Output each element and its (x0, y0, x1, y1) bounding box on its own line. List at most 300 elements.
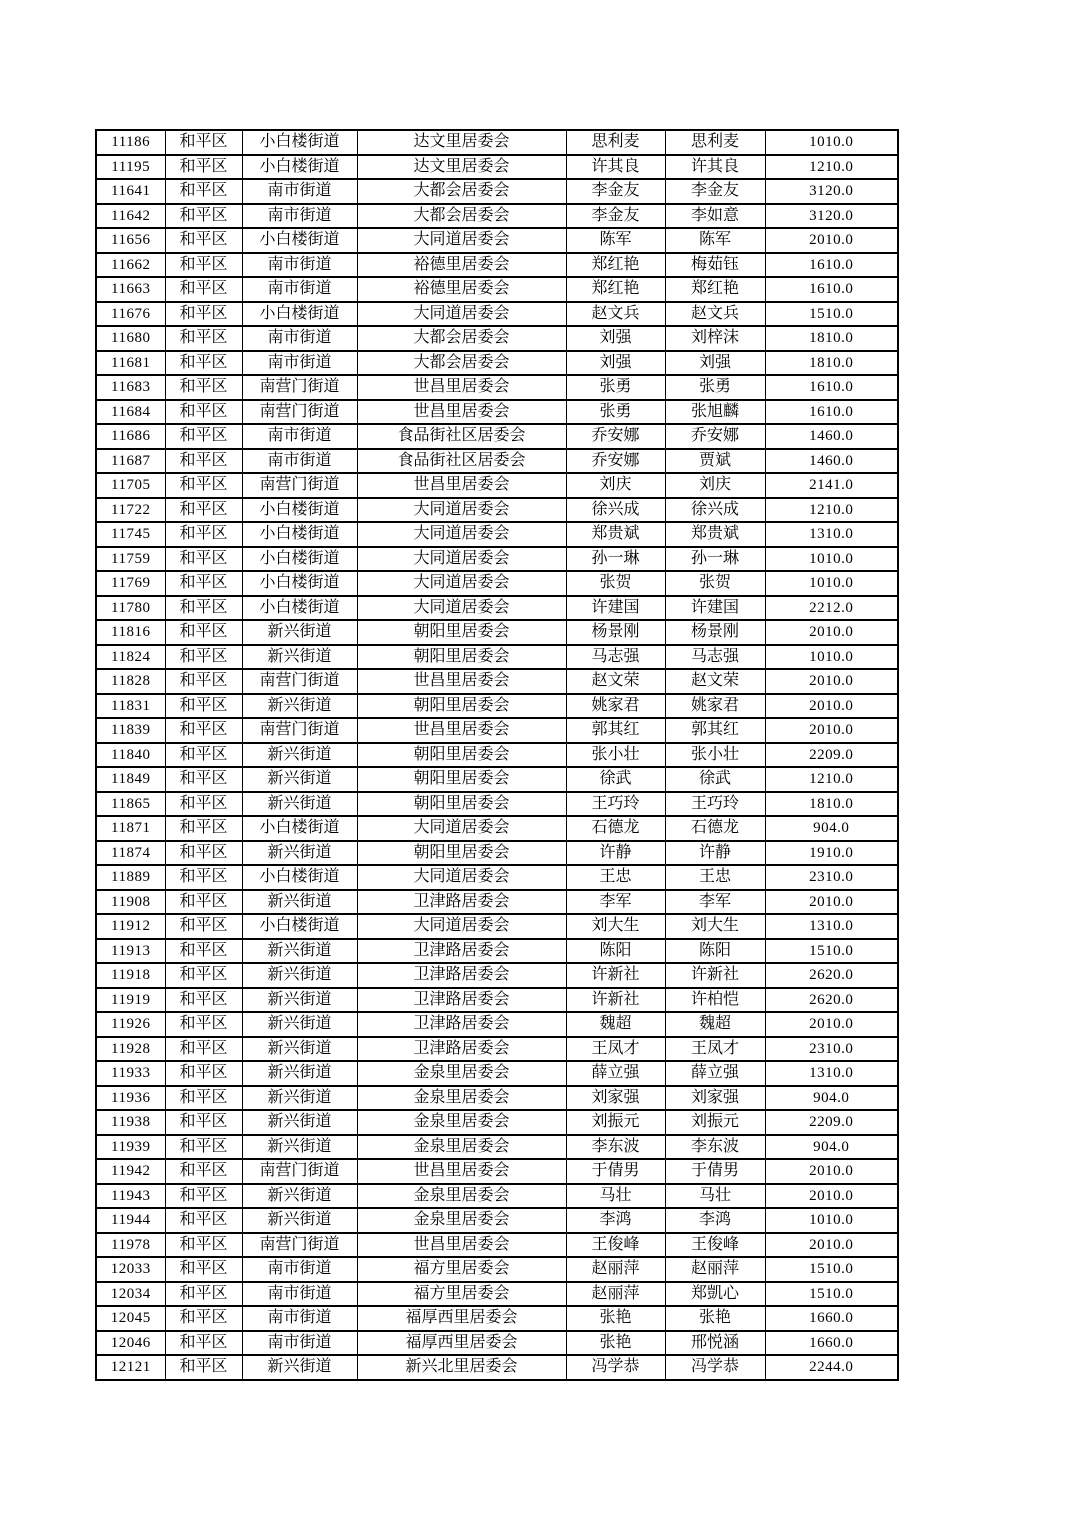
table-cell-record-id: 12121 (96, 1355, 165, 1380)
table-cell-district: 和平区 (165, 939, 242, 964)
table-cell-name-secondary: 思利麦 (665, 130, 765, 155)
table-cell-street: 南市街道 (242, 1331, 357, 1356)
table-cell-district: 和平区 (165, 1257, 242, 1282)
table-cell-name-primary: 李金友 (566, 204, 665, 229)
table-row (96, 645, 898, 670)
table-cell-committee: 朝阳里居委会 (357, 694, 566, 719)
table-cell-street: 新兴街道 (242, 1184, 357, 1209)
table-cell-district: 和平区 (165, 326, 242, 351)
table-cell-committee: 朝阳里居委会 (357, 792, 566, 817)
table-row (96, 1306, 898, 1331)
table-cell-name-primary: 赵文荣 (566, 669, 665, 694)
table-cell-committee: 大同道居委会 (357, 228, 566, 253)
table-cell-district: 和平区 (165, 645, 242, 670)
table-cell-amount: 1510.0 (765, 302, 898, 327)
table-cell-name-primary: 张勇 (566, 400, 665, 425)
table-cell-amount: 1810.0 (765, 351, 898, 376)
table-cell-district: 和平区 (165, 1061, 242, 1086)
table-cell-record-id: 11680 (96, 326, 165, 351)
table-cell-amount: 2620.0 (765, 988, 898, 1013)
table-cell-committee: 新兴北里居委会 (357, 1355, 566, 1380)
table-cell-committee: 卫津路居委会 (357, 890, 566, 915)
table-cell-name-secondary: 刘大生 (665, 914, 765, 939)
table-cell-committee: 金泉里居委会 (357, 1184, 566, 1209)
table-cell-name-primary: 刘家强 (566, 1086, 665, 1111)
table-cell-district: 和平区 (165, 204, 242, 229)
table-cell-record-id: 11913 (96, 939, 165, 964)
table-cell-amount: 2310.0 (765, 865, 898, 890)
table-cell-committee: 金泉里居委会 (357, 1110, 566, 1135)
table-cell-record-id: 11642 (96, 204, 165, 229)
table-cell-district: 和平区 (165, 1331, 242, 1356)
table-cell-amount: 2010.0 (765, 1159, 898, 1184)
table-cell-name-primary: 徐兴成 (566, 498, 665, 523)
table-row (96, 767, 898, 792)
table-cell-amount: 2010.0 (765, 1233, 898, 1258)
table-cell-street: 南市街道 (242, 424, 357, 449)
table-cell-committee: 福方里居委会 (357, 1257, 566, 1282)
table-row (96, 1086, 898, 1111)
table-row (96, 743, 898, 768)
roster-table-container (95, 129, 899, 1381)
table-cell-name-secondary: 陈军 (665, 228, 765, 253)
table-cell-record-id: 11831 (96, 694, 165, 719)
table-cell-name-secondary: 石德龙 (665, 816, 765, 841)
table-cell-name-primary: 李鸿 (566, 1208, 665, 1233)
table-cell-record-id: 11641 (96, 179, 165, 204)
table-cell-record-id: 11849 (96, 767, 165, 792)
table-cell-street: 南营门街道 (242, 1233, 357, 1258)
table-cell-name-primary: 赵丽萍 (566, 1282, 665, 1307)
table-cell-record-id: 11933 (96, 1061, 165, 1086)
table-cell-amount: 1610.0 (765, 253, 898, 278)
table-cell-name-primary: 郑红艳 (566, 253, 665, 278)
table-cell-committee: 朝阳里居委会 (357, 645, 566, 670)
table-cell-committee: 大都会居委会 (357, 326, 566, 351)
table-cell-street: 小白楼街道 (242, 302, 357, 327)
table-cell-record-id: 11705 (96, 473, 165, 498)
table-cell-name-secondary: 刘强 (665, 351, 765, 376)
table-cell-district: 和平区 (165, 473, 242, 498)
table-cell-amount: 2244.0 (765, 1355, 898, 1380)
table-row (96, 1233, 898, 1258)
table-cell-street: 南市街道 (242, 1282, 357, 1307)
table-cell-street: 新兴街道 (242, 620, 357, 645)
table-cell-name-primary: 薛立强 (566, 1061, 665, 1086)
table-cell-record-id: 11684 (96, 400, 165, 425)
table-cell-amount: 1460.0 (765, 424, 898, 449)
table-row (96, 890, 898, 915)
table-cell-street: 新兴街道 (242, 890, 357, 915)
table-cell-amount: 2010.0 (765, 620, 898, 645)
table-cell-committee: 达文里居委会 (357, 130, 566, 155)
table-cell-amount: 2010.0 (765, 1184, 898, 1209)
table-cell-street: 南市街道 (242, 449, 357, 474)
table-cell-name-secondary: 王忠 (665, 865, 765, 890)
table-cell-street: 新兴街道 (242, 963, 357, 988)
table-cell-street: 南市街道 (242, 253, 357, 278)
table-cell-record-id: 11186 (96, 130, 165, 155)
table-cell-district: 和平区 (165, 1110, 242, 1135)
table-cell-record-id: 11769 (96, 571, 165, 596)
table-row (96, 1110, 898, 1135)
table-cell-district: 和平区 (165, 743, 242, 768)
table-cell-amount: 1010.0 (765, 571, 898, 596)
table-cell-street: 南营门街道 (242, 669, 357, 694)
table-cell-committee: 金泉里居委会 (357, 1061, 566, 1086)
table-cell-street: 新兴街道 (242, 939, 357, 964)
table-row (96, 1355, 898, 1380)
table-cell-street: 新兴街道 (242, 1110, 357, 1135)
table-row (96, 498, 898, 523)
table-cell-committee: 金泉里居委会 (357, 1135, 566, 1160)
table-cell-street: 南市街道 (242, 1306, 357, 1331)
table-cell-amount: 1610.0 (765, 400, 898, 425)
table-cell-street: 小白楼街道 (242, 865, 357, 890)
table-cell-street: 新兴街道 (242, 767, 357, 792)
table-cell-record-id: 11912 (96, 914, 165, 939)
table-cell-street: 小白楼街道 (242, 155, 357, 180)
table-cell-name-secondary: 张勇 (665, 375, 765, 400)
table-cell-amount: 1510.0 (765, 1257, 898, 1282)
table-row (96, 1012, 898, 1037)
table-cell-street: 南营门街道 (242, 718, 357, 743)
table-cell-committee: 卫津路居委会 (357, 1012, 566, 1037)
table-cell-street: 新兴街道 (242, 1037, 357, 1062)
table-cell-name-secondary: 徐兴成 (665, 498, 765, 523)
table-cell-street: 新兴街道 (242, 1061, 357, 1086)
table-cell-name-secondary: 贾斌 (665, 449, 765, 474)
table-cell-street: 小白楼街道 (242, 228, 357, 253)
table-cell-amount: 2010.0 (765, 228, 898, 253)
table-row (96, 596, 898, 621)
table-cell-amount: 3120.0 (765, 204, 898, 229)
table-cell-name-primary: 张艳 (566, 1306, 665, 1331)
table-cell-name-primary: 张贺 (566, 571, 665, 596)
table-cell-name-primary: 王凤才 (566, 1037, 665, 1062)
table-cell-district: 和平区 (165, 498, 242, 523)
table-cell-committee: 福厚西里居委会 (357, 1306, 566, 1331)
table-cell-committee: 大同道居委会 (357, 816, 566, 841)
table-cell-district: 和平区 (165, 179, 242, 204)
table-cell-district: 和平区 (165, 718, 242, 743)
table-cell-amount: 1010.0 (765, 1208, 898, 1233)
table-row (96, 669, 898, 694)
table-cell-record-id: 11874 (96, 841, 165, 866)
table-row (96, 1061, 898, 1086)
table-cell-name-primary: 刘振元 (566, 1110, 665, 1135)
table-cell-committee: 金泉里居委会 (357, 1086, 566, 1111)
table-cell-amount: 2620.0 (765, 963, 898, 988)
table-row (96, 302, 898, 327)
table-cell-district: 和平区 (165, 1282, 242, 1307)
table-cell-record-id: 11759 (96, 547, 165, 572)
table-row (96, 228, 898, 253)
table-cell-street: 新兴街道 (242, 743, 357, 768)
table-cell-district: 和平区 (165, 1135, 242, 1160)
table-cell-district: 和平区 (165, 253, 242, 278)
table-cell-district: 和平区 (165, 1184, 242, 1209)
table-cell-district: 和平区 (165, 400, 242, 425)
table-cell-amount: 904.0 (765, 1086, 898, 1111)
table-row (96, 571, 898, 596)
table-cell-street: 南市街道 (242, 204, 357, 229)
table-cell-street: 小白楼街道 (242, 571, 357, 596)
table-cell-name-secondary: 刘梓沫 (665, 326, 765, 351)
table-cell-name-secondary: 乔安娜 (665, 424, 765, 449)
table-cell-district: 和平区 (165, 694, 242, 719)
table-row (96, 865, 898, 890)
table-cell-amount: 2209.0 (765, 743, 898, 768)
table-row (96, 179, 898, 204)
table-cell-amount: 1610.0 (765, 375, 898, 400)
table-cell-name-secondary: 王俊峰 (665, 1233, 765, 1258)
table-cell-street: 新兴街道 (242, 1135, 357, 1160)
table-cell-name-secondary: 冯学恭 (665, 1355, 765, 1380)
table-row (96, 1257, 898, 1282)
table-cell-name-primary: 陈阳 (566, 939, 665, 964)
table-row (96, 1184, 898, 1209)
table-cell-district: 和平区 (165, 841, 242, 866)
table-cell-name-primary: 赵文兵 (566, 302, 665, 327)
table-cell-district: 和平区 (165, 1037, 242, 1062)
table-cell-record-id: 11780 (96, 596, 165, 621)
table-cell-committee: 大都会居委会 (357, 351, 566, 376)
table-cell-name-primary: 张勇 (566, 375, 665, 400)
table-cell-district: 和平区 (165, 865, 242, 890)
table-cell-record-id: 11683 (96, 375, 165, 400)
table-row (96, 449, 898, 474)
table-cell-record-id: 12046 (96, 1331, 165, 1356)
table-row (96, 204, 898, 229)
table-cell-record-id: 11839 (96, 718, 165, 743)
table-cell-record-id: 11889 (96, 865, 165, 890)
table-cell-committee: 大同道居委会 (357, 302, 566, 327)
table-cell-record-id: 12033 (96, 1257, 165, 1282)
table-cell-district: 和平区 (165, 302, 242, 327)
table-cell-committee: 世昌里居委会 (357, 375, 566, 400)
table-cell-name-primary: 李东波 (566, 1135, 665, 1160)
table-cell-record-id: 11816 (96, 620, 165, 645)
table-cell-record-id: 11936 (96, 1086, 165, 1111)
table-cell-street: 新兴街道 (242, 841, 357, 866)
table-cell-record-id: 11195 (96, 155, 165, 180)
table-cell-committee: 大都会居委会 (357, 204, 566, 229)
table-cell-name-secondary: 梅茹钰 (665, 253, 765, 278)
table-cell-amount: 2010.0 (765, 1012, 898, 1037)
table-cell-name-primary: 刘庆 (566, 473, 665, 498)
table-cell-committee: 卫津路居委会 (357, 963, 566, 988)
table-cell-name-primary: 许静 (566, 841, 665, 866)
table-cell-street: 小白楼街道 (242, 547, 357, 572)
table-cell-committee: 世昌里居委会 (357, 473, 566, 498)
table-cell-record-id: 11942 (96, 1159, 165, 1184)
table-cell-record-id: 11722 (96, 498, 165, 523)
table-cell-street: 小白楼街道 (242, 522, 357, 547)
table-cell-district: 和平区 (165, 1233, 242, 1258)
table-cell-name-primary: 于倩男 (566, 1159, 665, 1184)
table-cell-name-secondary: 姚家君 (665, 694, 765, 719)
table-row (96, 547, 898, 572)
table-cell-amount: 1310.0 (765, 1061, 898, 1086)
table-row (96, 375, 898, 400)
table-cell-district: 和平区 (165, 963, 242, 988)
table-cell-record-id: 11745 (96, 522, 165, 547)
table-cell-record-id: 11663 (96, 277, 165, 302)
table-cell-name-primary: 王忠 (566, 865, 665, 890)
table-cell-name-primary: 魏超 (566, 1012, 665, 1037)
table-row (96, 620, 898, 645)
table-cell-record-id: 11908 (96, 890, 165, 915)
table-cell-name-secondary: 邢悦涵 (665, 1331, 765, 1356)
table-cell-name-primary: 徐武 (566, 767, 665, 792)
table-cell-name-secondary: 郑凱心 (665, 1282, 765, 1307)
table-row (96, 155, 898, 180)
table-row (96, 1135, 898, 1160)
table-cell-committee: 大同道居委会 (357, 522, 566, 547)
table-body (96, 130, 898, 1380)
table-cell-amount: 1610.0 (765, 277, 898, 302)
table-row (96, 694, 898, 719)
table-cell-record-id: 11919 (96, 988, 165, 1013)
table-cell-name-primary: 王俊峰 (566, 1233, 665, 1258)
table-cell-record-id: 11824 (96, 645, 165, 670)
table-cell-name-primary: 冯学恭 (566, 1355, 665, 1380)
table-cell-district: 和平区 (165, 620, 242, 645)
table-cell-record-id: 11687 (96, 449, 165, 474)
table-cell-amount: 2010.0 (765, 669, 898, 694)
table-cell-street: 小白楼街道 (242, 914, 357, 939)
table-cell-record-id: 11938 (96, 1110, 165, 1135)
table-cell-name-primary: 李军 (566, 890, 665, 915)
table-cell-committee: 大同道居委会 (357, 596, 566, 621)
table-row (96, 351, 898, 376)
table-row (96, 400, 898, 425)
table-cell-name-secondary: 王凤才 (665, 1037, 765, 1062)
table-cell-committee: 卫津路居委会 (357, 1037, 566, 1062)
table-cell-name-primary: 杨景刚 (566, 620, 665, 645)
table-row (96, 424, 898, 449)
table-cell-amount: 1210.0 (765, 155, 898, 180)
table-cell-street: 小白楼街道 (242, 498, 357, 523)
table-cell-name-primary: 许建国 (566, 596, 665, 621)
table-cell-record-id: 11828 (96, 669, 165, 694)
table-cell-record-id: 11978 (96, 1233, 165, 1258)
table-cell-amount: 904.0 (765, 816, 898, 841)
table-cell-committee: 食品街社区居委会 (357, 424, 566, 449)
table-cell-district: 和平区 (165, 914, 242, 939)
table-row (96, 253, 898, 278)
table-cell-committee: 朝阳里居委会 (357, 767, 566, 792)
table-row (96, 963, 898, 988)
table-cell-name-primary: 马志强 (566, 645, 665, 670)
table-cell-record-id: 11918 (96, 963, 165, 988)
table-cell-name-secondary: 张小壮 (665, 743, 765, 768)
table-cell-name-primary: 马壮 (566, 1184, 665, 1209)
table-cell-street: 新兴街道 (242, 1355, 357, 1380)
table-cell-record-id: 11926 (96, 1012, 165, 1037)
table-cell-committee: 世昌里居委会 (357, 1233, 566, 1258)
table-cell-committee: 世昌里居委会 (357, 400, 566, 425)
table-cell-amount: 904.0 (765, 1135, 898, 1160)
table-cell-district: 和平区 (165, 890, 242, 915)
table-cell-record-id: 11676 (96, 302, 165, 327)
table-cell-street: 小白楼街道 (242, 596, 357, 621)
table-cell-name-primary: 乔安娜 (566, 424, 665, 449)
table-cell-name-secondary: 李金友 (665, 179, 765, 204)
table-cell-district: 和平区 (165, 424, 242, 449)
table-cell-record-id: 12045 (96, 1306, 165, 1331)
table-cell-street: 南市街道 (242, 351, 357, 376)
table-cell-name-secondary: 许建国 (665, 596, 765, 621)
table-cell-district: 和平区 (165, 155, 242, 180)
table-cell-district: 和平区 (165, 571, 242, 596)
table-cell-name-primary: 赵丽萍 (566, 1257, 665, 1282)
table-cell-amount: 2010.0 (765, 890, 898, 915)
table-cell-street: 南市街道 (242, 326, 357, 351)
table-cell-amount: 3120.0 (765, 179, 898, 204)
table-cell-name-secondary: 赵文兵 (665, 302, 765, 327)
table-cell-name-secondary: 郭其红 (665, 718, 765, 743)
table-cell-name-secondary: 李军 (665, 890, 765, 915)
table-cell-name-secondary: 陈阳 (665, 939, 765, 964)
table-cell-name-secondary: 李东波 (665, 1135, 765, 1160)
table-cell-street: 南营门街道 (242, 1159, 357, 1184)
table-cell-street: 新兴街道 (242, 1208, 357, 1233)
table-cell-amount: 1660.0 (765, 1306, 898, 1331)
table-cell-amount: 2141.0 (765, 473, 898, 498)
table-cell-amount: 1510.0 (765, 1282, 898, 1307)
table-cell-name-secondary: 李鸿 (665, 1208, 765, 1233)
table-cell-amount: 1210.0 (765, 767, 898, 792)
table-cell-name-secondary: 马壮 (665, 1184, 765, 1209)
table-cell-name-primary: 姚家君 (566, 694, 665, 719)
table-cell-district: 和平区 (165, 547, 242, 572)
table-cell-district: 和平区 (165, 792, 242, 817)
table-cell-name-secondary: 孙一琳 (665, 547, 765, 572)
table-cell-committee: 朝阳里居委会 (357, 620, 566, 645)
table-cell-record-id: 11939 (96, 1135, 165, 1160)
table-cell-street: 南市街道 (242, 1257, 357, 1282)
table-cell-record-id: 11865 (96, 792, 165, 817)
table-cell-committee: 朝阳里居委会 (357, 841, 566, 866)
table-cell-amount: 1810.0 (765, 792, 898, 817)
table-cell-street: 新兴街道 (242, 645, 357, 670)
table-row (96, 816, 898, 841)
table-cell-name-secondary: 徐武 (665, 767, 765, 792)
table-cell-name-secondary: 郑红艳 (665, 277, 765, 302)
table-cell-street: 新兴街道 (242, 1086, 357, 1111)
table-cell-committee: 福厚西里居委会 (357, 1331, 566, 1356)
table-cell-name-primary: 刘强 (566, 351, 665, 376)
table-cell-amount: 1910.0 (765, 841, 898, 866)
table-row (96, 522, 898, 547)
table-cell-street: 南营门街道 (242, 375, 357, 400)
table-cell-committee: 裕德里居委会 (357, 253, 566, 278)
table-cell-committee: 世昌里居委会 (357, 669, 566, 694)
table-cell-street: 新兴街道 (242, 792, 357, 817)
table-row (96, 473, 898, 498)
table-cell-name-primary: 郭其红 (566, 718, 665, 743)
table-cell-name-secondary: 赵丽萍 (665, 1257, 765, 1282)
table-cell-name-secondary: 薛立强 (665, 1061, 765, 1086)
table-cell-district: 和平区 (165, 375, 242, 400)
table-cell-street: 新兴街道 (242, 694, 357, 719)
table-cell-amount: 2010.0 (765, 694, 898, 719)
table-cell-name-secondary: 魏超 (665, 1012, 765, 1037)
table-cell-district: 和平区 (165, 351, 242, 376)
table-cell-name-secondary: 张贺 (665, 571, 765, 596)
